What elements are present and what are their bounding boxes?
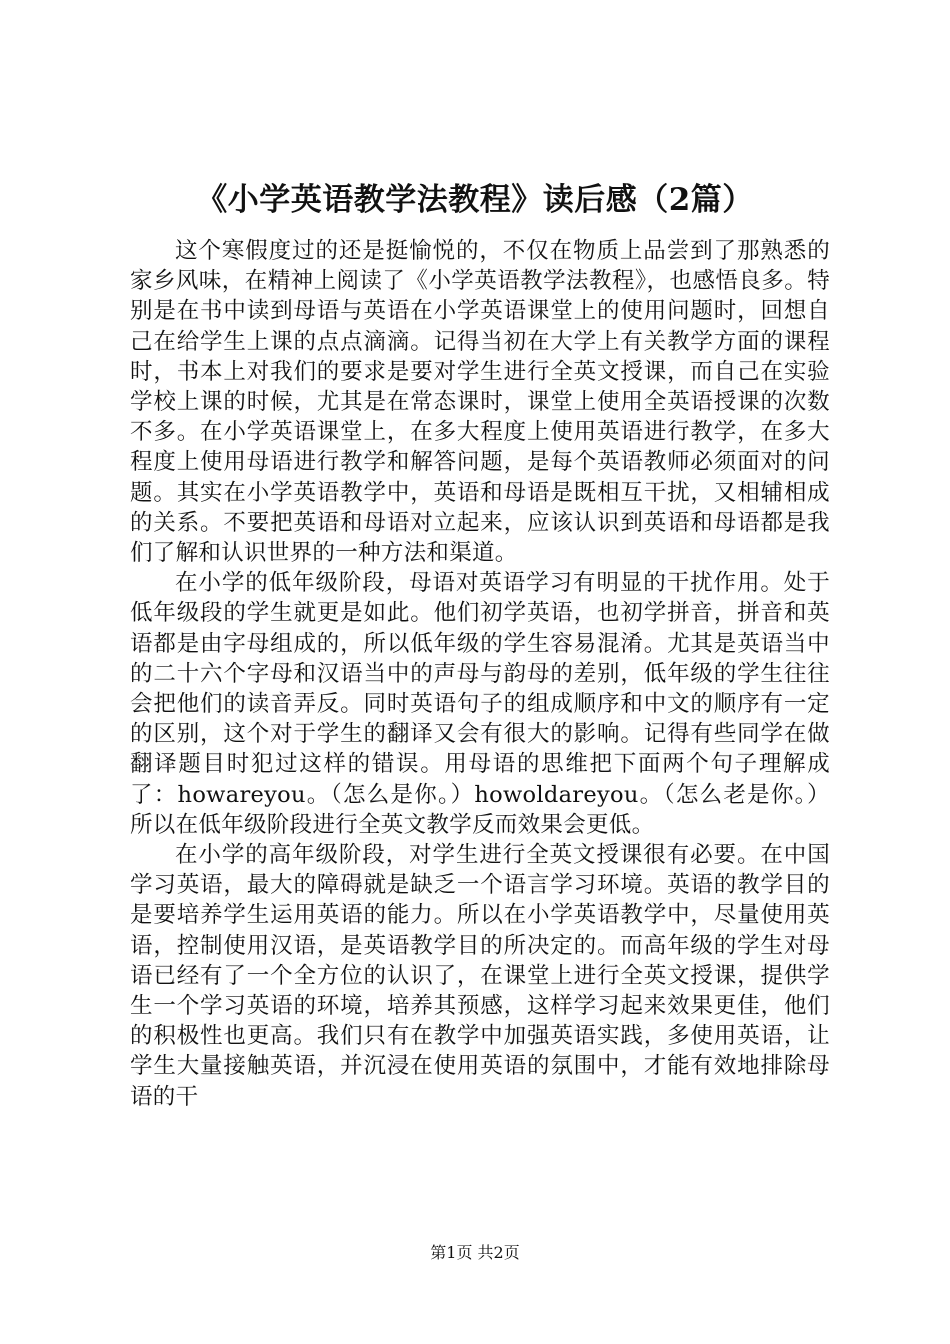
document-title: 《小学英语教学法教程》读后感（2篇） — [196, 182, 754, 218]
document-body — [130, 236, 830, 1112]
paragraph-2: 在小学的低年级阶段，母语对英语学习有明显的干扰作用。处于低年级段的学生就更是如此。他们初学英语，也初学拼音，拼音和英语都是由字母组成的，所以低年级的学生容易混淆。尤其是英语当中的二十六个字母和汉语当中的声母与韵母的差别，低年级的学生往往会把他们的读音弄反。同时英语句子的组成顺序和中文的顺序有一定的区别，这个对于学生的翻译又会有很大的影响。记得有些同学在做翻译题目时犯过这样的错误。用母语的思维把下面两个句子理解成了：howareyou。（怎么是你。）howoldareyou。（怎么老是你。）所以在低年级阶段进行全英文教学反而效果会更低。 — [130, 570, 830, 838]
paragraph-1: 这个寒假度过的还是挺愉悦的，不仅在物质上品尝到了那熟悉的家乡风味，在精神上阅读了《小学英语教学法教程》，也感悟良多。特别是在书中读到母语与英语在小学英语课堂上的使用问题时，回想自己在给学生上课的点点滴滴。记得当初在大学上有关教学方面的课程时，书本上对我们的要求是要对学生进行全英文授课，而自己在实验学校上课的时候，尤其是在常态课时，课堂上使用全英语授课的次数不多。在小学英语课堂上，在多大程度上使用英语进行教学，在多大程度上使用母语进行教学和解答问题，是每个英语教师必须面对的问题。其实在小学英语教学中，英语和母语是既相互干扰，又相辅相成的关系。不要把英语和母语对立起来，应该认识到英语和母语都是我们了解和认识世界的一种方法和渠道。 — [130, 238, 830, 567]
page-number-footer: 第1页 共2页 — [430, 1243, 520, 1262]
paragraph-3: 在小学的高年级阶段，对学生进行全英文授课很有必要。在中国学习英语，最大的障碍就是缺乏一个语言学习环境。英语的教学目的是要培养学生运用英语的能力。所以在小学英语教学中，尽量使用英语，控制使用汉语，是英语教学目的所决定的。而高年级的学生对母语已经有了一个全方位的认识了，在课堂上进行全英文授课，提供学生一个学习英语的环境，培养其预感，这样学习起来效果更佳，他们的积极性也更高。我们只有在教学中加强英语实践，多使用英语，让学生大量接触英语，并沉浸在使用英语的氛围中，才能有效地排除母语的干 — [130, 842, 830, 1110]
